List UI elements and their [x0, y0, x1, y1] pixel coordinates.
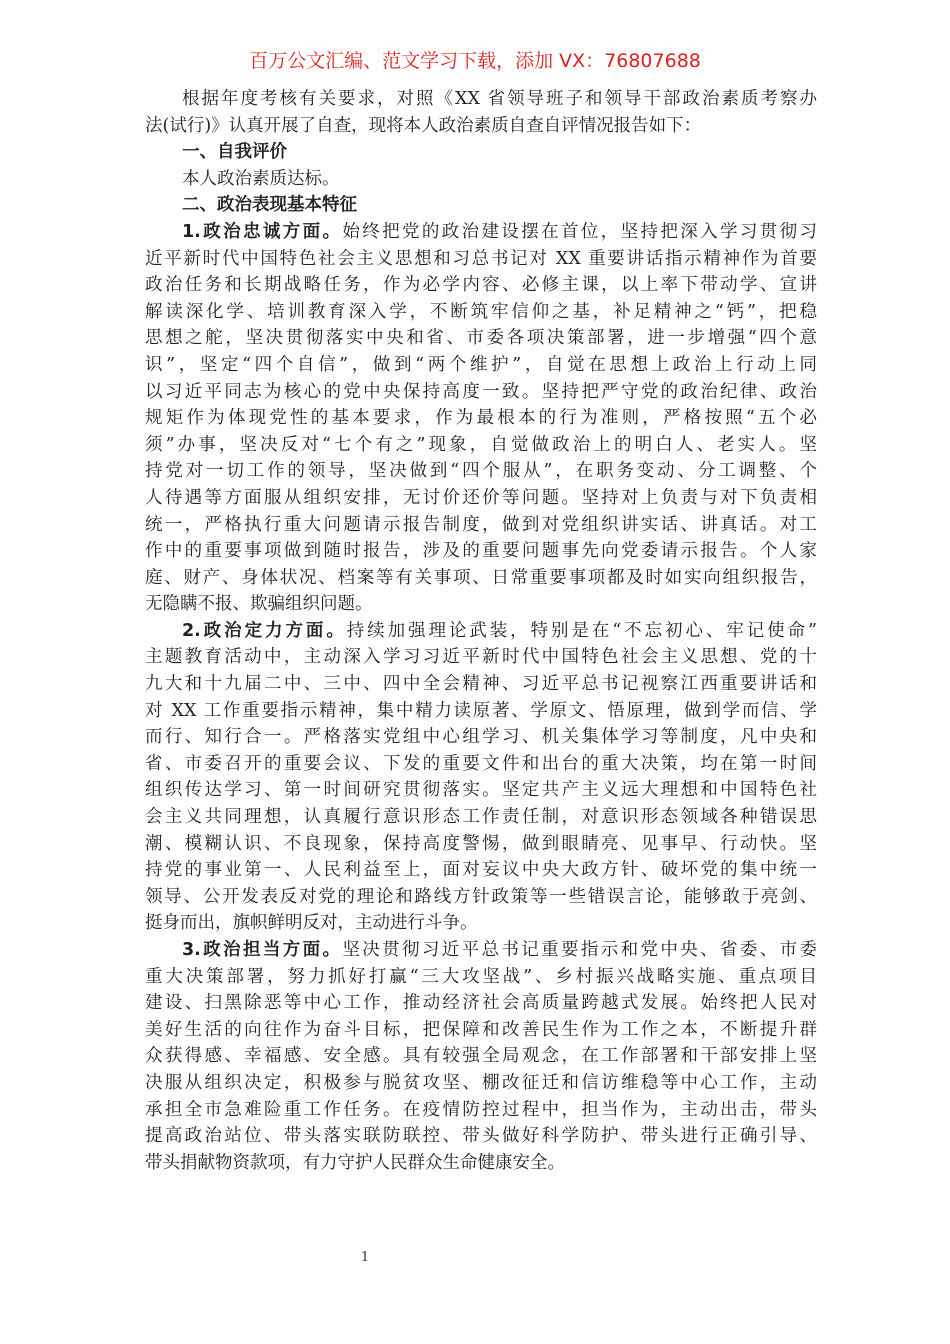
section-heading: 二、政治表现基本特征: [182, 195, 357, 216]
line-text: 解读深化学、培训教育深入学，不断筑牢信仰之基，补足精神之“钙”，把稳: [145, 301, 817, 322]
line-text: 众获得感、幸福感、安全感。具有较强全局观念，在工作部署和干部安排上坚: [145, 1046, 817, 1067]
paragraph-lead: 2.政治定力方面。: [182, 620, 347, 641]
line-text: 对 XX 工作重要指示精神，集中精力读原著、学原文、悟原理，做到学而信、学: [145, 700, 817, 721]
paragraph-line: [145, 1070, 817, 1097]
document-body: [145, 86, 817, 1176]
paragraph-line: [145, 910, 817, 937]
line-text: 须”办事，坚决反对“七个有之”现象，自觉做政治上的明白人、老实人。坚: [145, 434, 817, 455]
paragraph-line: [145, 512, 817, 539]
line-text: 而行、知行合一。严格落实党组中心组学习、机关集体学习等制度，凡中央和: [145, 727, 817, 748]
paragraph-line: [145, 831, 817, 858]
line-text: 人待遇等方面服从组织安排，无讨价还价等问题。坚持对上负责与对下负责相: [145, 487, 817, 508]
paragraph-line: [145, 432, 817, 459]
line-text: 政治任务和长期战略任务，作为必学内容、必修主课，以上率下带动学、宣讲: [145, 275, 817, 296]
paragraph-line: [145, 565, 817, 592]
line-text: 提高政治站位、带头落实联防联控、带头做好科学防护、带头进行正确引导、: [145, 1126, 817, 1147]
paragraph-line: [145, 618, 817, 645]
paragraph-line: [145, 1097, 817, 1124]
line-text: 九大和十九届二中、三中、四中全会精神、习近平总书记视察江西重要讲话和: [145, 674, 817, 695]
line-text: 识”，坚定“四个自信”，做到“两个维护”，自觉在思想上政治上行动上同: [145, 354, 817, 375]
paragraph-line: [145, 990, 817, 1017]
intro-line: 法(试行)》认真开展了自查，现将本人政治素质自查自评情况报告如下：: [145, 115, 702, 136]
paragraph-line: [145, 246, 817, 273]
line-text: 潮、模糊认识、不良现象，保持高度警惕，做到眼睛亮、见事早、行动快。坚: [145, 833, 817, 854]
line-text: 建设、扫黑除恶等中心工作，推动经济社会高质量跨越式发展。始终把人民对: [145, 993, 817, 1014]
paragraph-line: [145, 884, 817, 911]
paragraph-line: [145, 1043, 817, 1070]
paragraph-line: [145, 671, 817, 698]
line-text: 以习近平同志为核心的党中央保持高度一致。坚持把严守党的政治纪律、政治: [145, 381, 817, 402]
paragraph-line: [145, 538, 817, 565]
paragraph-line: [145, 299, 817, 326]
line-text: 美好生活的向往作为奋斗目标，把保障和改善民生作为工作之本，不断提升群: [145, 1019, 817, 1040]
line-text: 省、市委召开的重要会议、下发的重要文件和出台的重大决策，均在第一时间: [145, 753, 817, 774]
paragraph-line: [145, 272, 817, 299]
line-text: 规矩作为体现党性的基本要求，作为最根本的行为准则，严格按照“五个必: [145, 408, 817, 429]
line-text: 主题教育活动中，主动深入学习习近平新时代中国特色社会主义思想、党的十: [145, 647, 817, 668]
line-text: 挺身而出，旗帜鲜明反对，主动进行斗争。: [145, 913, 478, 934]
paragraph-line: [145, 751, 817, 778]
line-text: 重大决策部署，努力抓好打赢“三大攻坚战”、乡村振兴战略实施、重点项目: [145, 966, 817, 987]
paragraph-line: [145, 698, 817, 725]
line-text: 领导、公开发表反对党的理论和路线方针政策等一些错误言论，能够敢于亮剑、: [145, 886, 817, 907]
paragraph-line: [145, 405, 817, 432]
paragraph-line: [145, 937, 817, 964]
line-text: 作中的重要事项做到随时报告，涉及的重要问题事先向党委请示报告。个人家: [145, 541, 817, 562]
paragraph-line: [145, 804, 817, 831]
line-text: 持党对一切工作的领导，坚决做到“四个服从”，在职务变动、分工调整、个: [145, 461, 817, 482]
line-text: 组织传达学习、第一时间研究贯彻落实。坚定共产主义远大理想和中国特色社: [145, 780, 817, 801]
paragraph-line: [145, 591, 817, 618]
page-number: 1: [360, 1250, 370, 1265]
line-text: 带头捐献物资款项，有力守护人民群众生命健康安全。: [145, 1152, 565, 1173]
paragraph-lead: 1.政治忠诚方面。: [182, 221, 343, 242]
line-text: 始终把党的政治建设摆在首位，坚持把深入学习贯彻习: [342, 221, 817, 242]
line-text: 持续加强理论武装，特别是在“不忘初心、牢记使命”: [346, 620, 817, 641]
paragraph-line: [145, 644, 817, 671]
paragraph-line: [145, 964, 817, 991]
line-text: 承担全市急难险重工作任务。在疫情防控过程中，担当作为，主动出击，带头: [145, 1099, 817, 1120]
paragraph-lead: 3.政治担当方面。: [182, 940, 343, 960]
line-text: 决服从组织决定，积极参与脱贫攻坚、棚改征迁和信访维稳等中心工作，主动: [145, 1072, 817, 1093]
watermark-banner: 百万公文汇编、范文学习下载，添加 VX：76807688: [249, 50, 701, 72]
paragraph-line: [145, 325, 817, 352]
line-text: 统一，严格执行重大问题请示报告制度，做到对党组织讲实话、讲真话。对工: [145, 514, 817, 535]
paragraph-line: [145, 857, 817, 884]
line-text: 持党的事业第一、人民利益至上，面对妄议中央大政方针、破坏党的集中统一: [145, 860, 817, 881]
paragraph-line: [145, 1123, 817, 1150]
line-text: 庭、财产、身体状况、档案等有关事项、日常重要事项都及时如实向组织报告，: [145, 567, 817, 588]
line-text: 思想之舵，坚决贯彻落实中央和省、市委各项决策部署，进一步增强“四个意: [145, 328, 817, 349]
line-text: 无隐瞒不报、欺骗组织问题。: [145, 594, 373, 615]
paragraph-line: [145, 379, 817, 406]
section-heading: 一、自我评价: [182, 142, 287, 163]
paragraph-line: [145, 1017, 817, 1044]
paragraph-line: [145, 219, 817, 246]
paragraph-line: [145, 777, 817, 804]
line-text: 坚决贯彻习近平总书记重要指示和党中央、省委、市委: [342, 940, 817, 960]
paragraph-line: [145, 485, 817, 512]
paragraph-line: [145, 724, 817, 751]
paragraph-line: [145, 352, 817, 379]
line-text: 近平新时代中国特色社会主义思想和习总书记对 XX 重要讲话指示精神作为首要: [145, 248, 817, 269]
sections: [145, 219, 817, 1176]
paragraph: 本人政治素质达标。: [182, 168, 340, 189]
line-text: 会主义共同理想，认真履行意识形态工作责任制，对意识形态领域各种错误思: [145, 807, 817, 828]
intro-line: 根据年度考核有关要求，对照《XX 省领导班子和领导干部政治素质考察办: [182, 89, 817, 109]
paragraph-line: [145, 1150, 817, 1177]
paragraph-line: [145, 458, 817, 485]
